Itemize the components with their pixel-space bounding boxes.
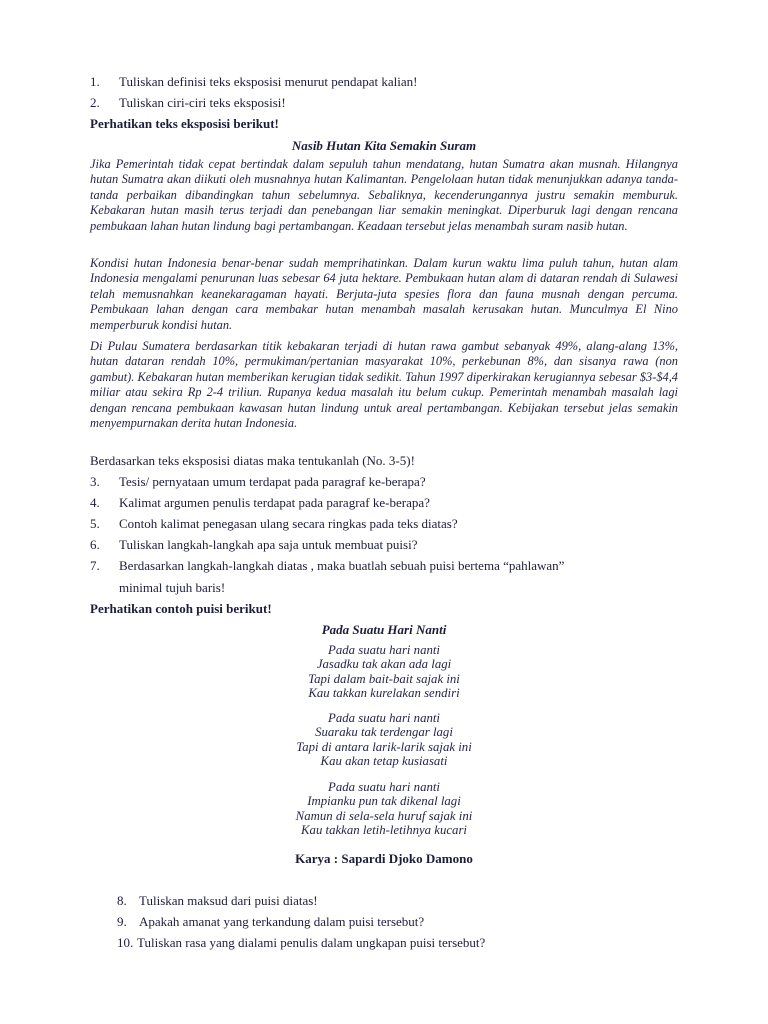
question-7-continuation: minimal tujuh baris! <box>119 580 226 595</box>
poem-heading-text: Perhatikan contoh puisi berikut! <box>90 601 272 616</box>
section-heading-text: Perhatikan teks eksposisi berikut! <box>90 116 279 131</box>
poem-line: Tapi dalam bait-bait sajak ini <box>308 671 460 686</box>
poem-line: Namun di sela-sela huruf sajak ini <box>295 808 473 823</box>
paragraph-3: Di Pulau Sumatera berdasarkan titik kebakaran terjadi di hutan rawa gambut sebanyak 49%, alang-alang 13%, hutan dataran rendah 10%, permukiman/pertanian masyarakat 10%, perkebunan 8%, dan sisanya rawa (non gambut). Kebakaran hutan memberikan kerugian tidak sedikit. Tahun 1997 diperkirakan kerugiannya sebesar $3-$4,4 miliar atau sekira Rp 2-4 triliun. Rupanya kedua masalah itu belum cukup. Pemerintah menambah masalah lagi dengan rencana pembukaan kawasan hutan lindung untuk areal pertambangan. Kebijakan tersebut jelas semakin menyempurnakan derita hutan Indonesia. <box>90 339 678 431</box>
poem-line: Jasadku tak akan ada lagi <box>316 657 452 672</box>
poem-line: Suaraku tak terdengar lagi <box>315 725 453 740</box>
poem-line: Pada suatu hari nanti <box>328 711 440 725</box>
poem-title: Pada Suatu Hari Nanti <box>321 622 447 637</box>
poem-stanza-1 <box>0 643 768 700</box>
paragraph-2: Kondisi hutan Indonesia benar-benar sudah memprihatinkan. Dalam kurun waktu lima puluh tahun, hutan alam Indonesia mengalami penurunan luas sebesar 64 juta hektare. Pembukaan hutan alam di dataran rendah di Sulawesi telah memusnahkan keanekaragaman hayati. Berjuta-juta spesies flora dan fauna musnah dengan percuma. Pembukaan lahan dengan cara membakar hutan menambah masalah kerusakan hutan. Munculmya El Nino memperburuk kondisi hutan. <box>90 256 678 332</box>
article-title: Nasib Hutan Kita Semakin Suram <box>291 138 477 153</box>
poem-stanza-3 <box>0 780 768 837</box>
poem-line: Kau akan tetap kusiasati <box>320 753 448 768</box>
poem-stanza-2 <box>0 711 768 768</box>
paragraph-1: Jika Pemerintah tidak cepat bertindak dalam sepuluh tahun mendatang, hutan Sumatra akan musnah. Hilangnya hutan Sumatra akan diikuti oleh musnahnya hutan Kalimantan. Pengelolaan hutan tidak menunjukkan adanya tanda-tanda perbaikan dibandingkan tahun sebelumnya. Sebaliknya, kecenderungannya justru semakin memburuk. Kebakaran hutan masih terus terjadi dan penebangan liar semakin meningkat. Diperburuk lagi dengan rencana pembukaan lahan hutan lindung bagi pertambangan. Keadaan tersebut jelas menambah suram nasib hutan. <box>90 157 678 233</box>
poem-author: Karya : Sapardi Djoko Damono <box>295 851 473 866</box>
poem-line: Kau takkan kurelakan sendiri <box>308 685 460 700</box>
poem-line: Kau takkan letih-letihnya kucari <box>301 822 467 837</box>
poem-line: Impianku pun tak dikenal lagi <box>307 794 461 809</box>
poem-line: Pada suatu hari nanti <box>328 780 440 794</box>
poem-line: Tapi di antara larik-larik sajak ini <box>296 739 472 754</box>
document-page: 1. Tuliskan definisi teks eksposisi menurut pendapat kalian! 2. Tuliskan ciri-ciri teks eksposisi! Perhatikan teks eksposisi berikut! Nasib Hutan Kita Semakin Suram Jika Pemerintah tidak cepat bertindak dalam sepuluh tahun mendatang, hutan Sumatra akan musnah. Hilangnya hutan Sumatra akan diikuti oleh musnahnya hutan Kalimantan. Pengelolaan hutan tidak menunjukkan adanya tanda-tanda perbaikan dibandingkan tahun sebelumnya. Sebaliknya, kecenderungannya justru semakin memburuk. Kebakaran hutan masih terus terjadi dan penebangan liar semakin meningkat. Diperburuk lagi dengan rencana pembukaan lahan hutan lindung bagi pertambangan. Keadaan tersebut jelas menambah suram nasib hutan. Kondisi hutan Indonesia benar-benar sudah memprihatinkan. Dalam kurun waktu lima puluh tahun, hutan alam Indonesia mengalami penurunan luas sebesar 64 juta hektare. Pembukaan hutan alam di dataran rendah di Sulawesi telah memusnahkan keanekaragaman hayati. Berjuta-juta spesies flora dan fauna musnah dengan percuma. Pembukaan lahan dengan cara membakar hutan menambah masalah kerusakan hutan. Munculmya El Nino memperburuk kondisi hutan. Di Pulau Sumatera berdasarkan titik kebakaran terjadi di hutan rawa gambut sebanyak 49%, alang-alang 13%, hutan dataran rendah 10%, permukiman/pertanian masyarakat 10%, perkebunan 8%, dan sisanya rawa (non gambut). Kebakaran hutan memberikan kerugian tidak sedikit. Tahun 1997 diperkirakan kerugiannya sebesar $3-$4,4 miliar atau sekira Rp 2-4 triliun. Rupanya kedua masalah itu belum cukup. Pemerintah menambah masalah lagi dengan rencana pembukaan kawasan hutan lindung untuk areal pertambangan. Kebijakan tersebut jelas semakin menyempurnakan derita hutan Indonesia. Berdasarkan teks eksposisi diatas maka tentukanlah (No. 3-5)! 3. Tesis/ pernyataan umum terdapat pada paragraf ke-berapa? 4. Kalimat argumen penulis terdapat pada paragraf ke-berapa? 5. Contoh kalimat penegasan ulang secara ringkas pada teks diatas? 6. Tuliskan langkah-langkah apa saja untuk membuat puisi? 7. Berdasarkan langkah-langkah diatas , maka buatlah sebuah puisi bertema “pahlawan” minimal tujuh baris! Perhatikan contoh puisi berikut! Pada Suatu Hari Nanti Pada suatu hari nanti Jasadku tak akan ada lagi Tapi dalam bait-bait sajak ini Kau takkan kurelakan sendiri Pada suatu hari nanti Suaraku tak terdengar lagi Tapi di antara larik-larik sajak ini Kau akan tetap kusiasati Pada suatu hari nanti Impianku pun tak dikenal lagi Namun di sela-sela huruf sajak ini Kau takkan letih-letihnya kucari Karya : Sapardi Djoko Damono 8. Tuliskan maksud dari puisi diatas! 9. Apakah amanat yang terkandung dalam puisi tersebut? 10. Tuliskan rasa yang dialami penulis dalam ungkapan puisi tersebut? <box>0 0 768 1024</box>
poem-line: Pada suatu hari nanti <box>328 643 440 657</box>
instruction-text: Berdasarkan teks eksposisi diatas maka tentukanlah (No. 3-5)! <box>90 453 415 468</box>
